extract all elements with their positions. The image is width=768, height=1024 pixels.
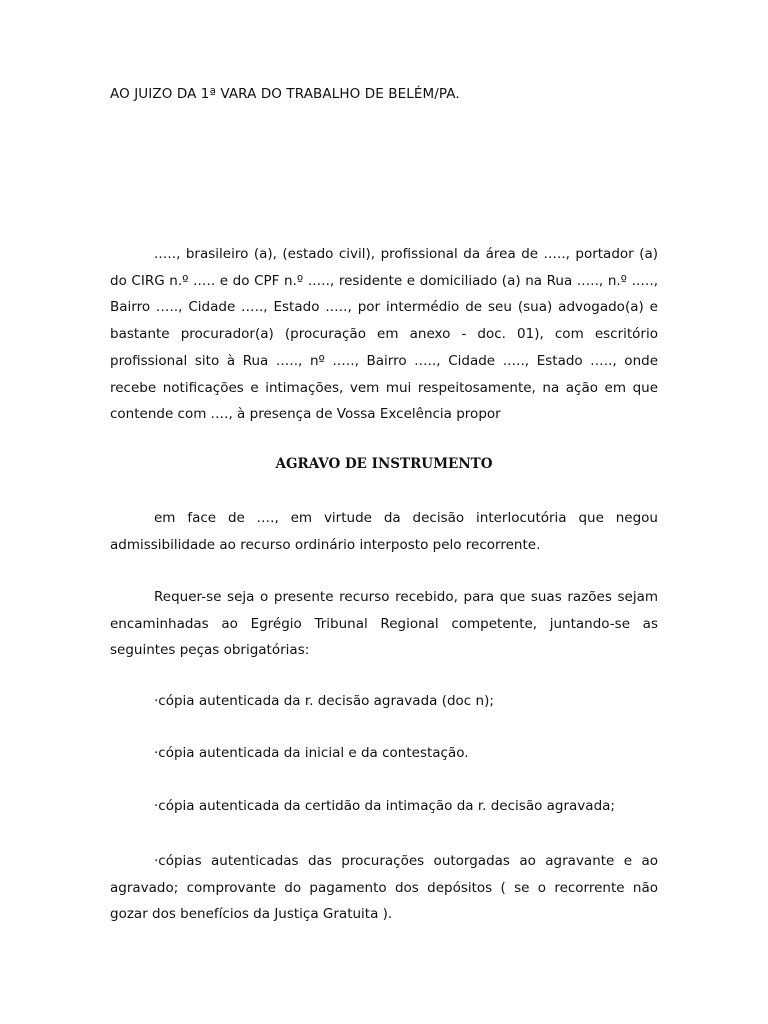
list-item-decision-copy: ·cópia autenticada da r. decisão agravada (doc n); [154, 693, 494, 709]
list-item-certificate-copy: ·cópia autenticada da certidão da intimação da r. decisão agravada; [154, 798, 615, 814]
list-item-power-of-attorney: ·cópias autenticadas das procurações outorgadas ao agravante e ao agravado; comprovante do pagamento dos depósitos ( se o recorrente não gozar dos benefícios da Justiça Gratuita ). [110, 853, 658, 923]
decision-paragraph: em face de .…, em virtude da decisão interlocutória que negou admissibilidade ao recurso ordinário interposto pelo recorrente. [110, 510, 658, 553]
document-title: AGRAVO DE INSTRUMENTO [275, 456, 493, 472]
list-item-initial-copy: ·cópia autenticada da inicial e da contestação. [154, 745, 469, 761]
court-heading: AO JUIZO DA 1ª VARA DO TRABALHO DE BELÉM/PA. [110, 86, 460, 102]
qualification-paragraph: .…., brasileiro (a), (estado civil), profissional da área de .…., portador (a) do CIRG n.º .…. e do CPF n.º .…., residente e domiciliado (a) na Rua .…., n.º .…., Bairro .…., Cidade .…., Estado .…., por intermédio de seu (sua) advogado(a) e bastante procurador(a) (procuração em anexo - doc. 01), com escritório profissional sito à Rua .…., nº .…., Bairro .…., Cidade .…., Estado .…., onde recebe notificações e intimações, vem mui respeitosamente, na ação em que contende com .…, à presença de Vossa Excelência propor [110, 246, 658, 423]
request-paragraph: Requer-se seja o presente recurso recebido, para que suas razões sejam encaminhadas ao Egrégio Tribunal Regional competente, juntando-se as seguintes peças obrigatórias: [110, 589, 658, 659]
